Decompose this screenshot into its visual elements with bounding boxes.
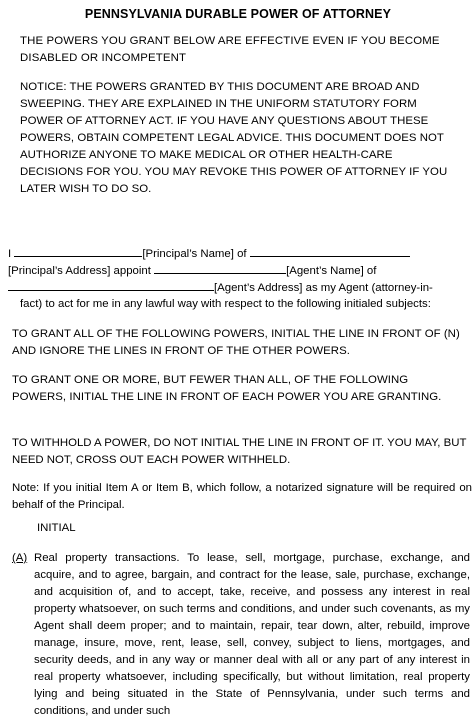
agent-name-label: [Agent’s Name] of <box>286 265 377 277</box>
principal-address-label: [Principal’s Address] appoint <box>8 265 151 277</box>
principal-name-blank[interactable] <box>14 245 142 257</box>
notarization-note: Note: If you initial Item A or Item B, which follow, a notarized signature will be required on behalf of the Principal. <box>12 482 472 511</box>
agent-address-blank[interactable] <box>8 279 214 291</box>
instruction-withhold: TO WITHHOLD A POWER, DO NOT INITIAL THE LINE IN FRONT OF IT. YOU MAY, BUT NEED NOT, CROSS OUT EACH POWER WITHHELD. <box>12 437 467 466</box>
agent-name-blank[interactable] <box>154 262 286 274</box>
initial-heading: INITIAL <box>37 522 76 534</box>
instruction-grant-some: TO GRANT ONE OR MORE, BUT FEWER THAN ALL, OF THE FOLLOWING POWERS, INITIAL THE LINE IN FRONT OF EACH POWER YOU ARE GRANTING. <box>12 374 442 403</box>
document-title: PENNSYLVANIA DURABLE POWER OF ATTORNEY <box>84 7 392 21</box>
agent-address-label: [Agent’s Address] as my Agent (attorney-in- <box>214 282 433 294</box>
effective-notice: THE POWERS YOU GRANT BELOW ARE EFFECTIVE EVEN IF YOU BECOME DISABLED OR INCOMPETENT <box>20 35 440 64</box>
item-a-initial-line[interactable]: (A) <box>12 552 28 564</box>
clause-continuation: fact) to act for me in any lawful way with respect to the following initialed subjects: <box>20 298 431 310</box>
item-a-text: Real property transactions. To lease, sell, mortgage, purchase, exchange, and acquire, and to agree, bargain, and contract for the lease, sale, purchase, exchange, and acquisition of, and to accept, take, receive, and possess any interest in real property whatsoever, on such terms and conditions, and under such covenants, as my Agent shall deem proper; and to maintain, repair, tear down, alter, rebuild, improve manage, insure, move, rent, lease, sell, convey, subject to liens, mortgages, and security deeds, and in any way or manner deal with all or any part of any interest in real property whatsoever, including specifically, but without limitation, real property lying and being situated in the State of Pennsylvania, under such terms and conditions, and under such <box>34 552 470 717</box>
agent-address-line <box>8 279 470 297</box>
address-line <box>8 262 470 280</box>
powers-notice: NOTICE: THE POWERS GRANTED BY THIS DOCUMENT ARE BROAD AND SWEEPING. THEY ARE EXPLAINED IN THE UNIFORM STATUTORY FORM POWER OF ATTORNEY ACT. IF YOU HAVE ANY QUESTIONS ABOUT THESE POWERS, OBTAIN COMPETENT LEGAL ADVICE. THIS DOCUMENT DOES NOT AUTHORIZE ANYONE TO MAKE MEDICAL OR OTHER HEALTH-CARE DECISIONS FOR YOU. YOU MAY REVOKE THIS POWER OF ATTORNEY IF YOU LATER WISH TO DO SO. <box>20 81 448 195</box>
instruction-grant-all: TO GRANT ALL OF THE FOLLOWING POWERS, INITIAL THE LINE IN FRONT OF (N) AND IGNORE THE LINES IN FRONT OF THE OTHER POWERS. <box>12 328 460 357</box>
principal-name-label: [Principal’s Name] of <box>142 248 247 260</box>
principal-address-blank[interactable] <box>250 245 410 257</box>
principal-line <box>8 245 470 263</box>
clause-prefix: I <box>8 248 12 260</box>
